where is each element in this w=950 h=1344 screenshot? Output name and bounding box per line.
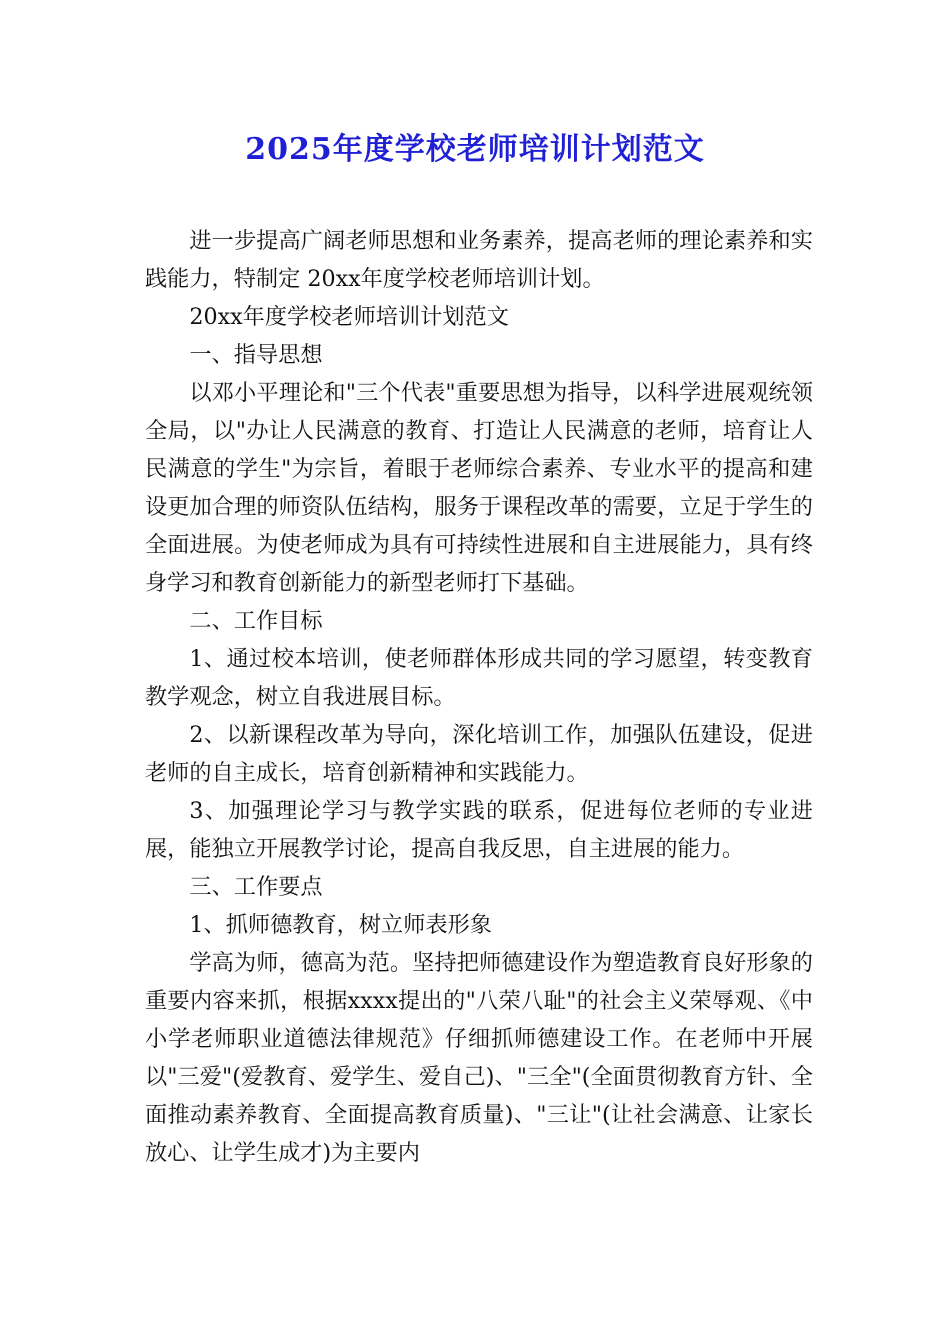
section-heading-work-points: 三、工作要点: [189, 874, 323, 900]
paragraph-goal-3: 3、加强理论学习与教学实践的联系，促进每位老师的专业进展，能独立开展教学讨论，提高自我反思，自主进展的能力。: [145, 798, 813, 862]
paragraph-intro: 进一步提高广阔老师思想和业务素养，提高老师的理论素养和实践能力，特制定 20xx年度学校老师培训计划。: [145, 228, 813, 292]
section-heading-work-goals: 二、工作目标: [189, 608, 323, 634]
section-heading-guiding-thought: 一、指导思想: [189, 342, 323, 368]
paragraph-goal-2: 2、以新课程改革为导向，深化培训工作，加强队伍建设，促进老师的自主成长，培育创新精神和实践能力。: [145, 722, 813, 786]
paragraph-goal-1: 1、通过校本培训，使老师群体形成共同的学习愿望，转变教育教学观念，树立自我进展目标。: [145, 646, 813, 710]
document-title: 2025年度学校老师培训计划范文: [245, 132, 705, 167]
paragraph-subtitle: 20xx年度学校老师培训计划范文: [189, 304, 509, 330]
subheading-point-1: 1、抓师德教育，树立师表形象: [189, 912, 492, 938]
paragraph-guiding-thought: 以邓小平理论和"三个代表"重要思想为指导，以科学进展观统领全局，以"办让人民满意的教育、打造让人民满意的老师，培育让人民满意的学生"为宗旨，着眼于老师综合素养、专业水平的提高和建设更加合理的师资队伍结构，服务于课程改革的需要，立足于学生的全面进展。为使老师成为具有可持续性进展和自主进展能力，具有终身学习和教育创新能力的新型老师打下基础。: [145, 380, 813, 596]
paragraph-point-1: 学高为师，德高为范。坚持把师德建设作为塑造教育良好形象的重要内容来抓，根据xxxx提出的"八荣八耻"的社会主义荣辱观、《中小学老师职业道德法律规范》仔细抓师德建设工作。在老师中开展以"三爱"(爱教育、爱学生、爱自己)、"三全"(全面贯彻教育方针、全面推动素养教育、全面提高教育质量)、"三让"(让社会满意、让家长放心、让学生成才)为主要内: [145, 950, 813, 1166]
document-body: [145, 222, 813, 1172]
